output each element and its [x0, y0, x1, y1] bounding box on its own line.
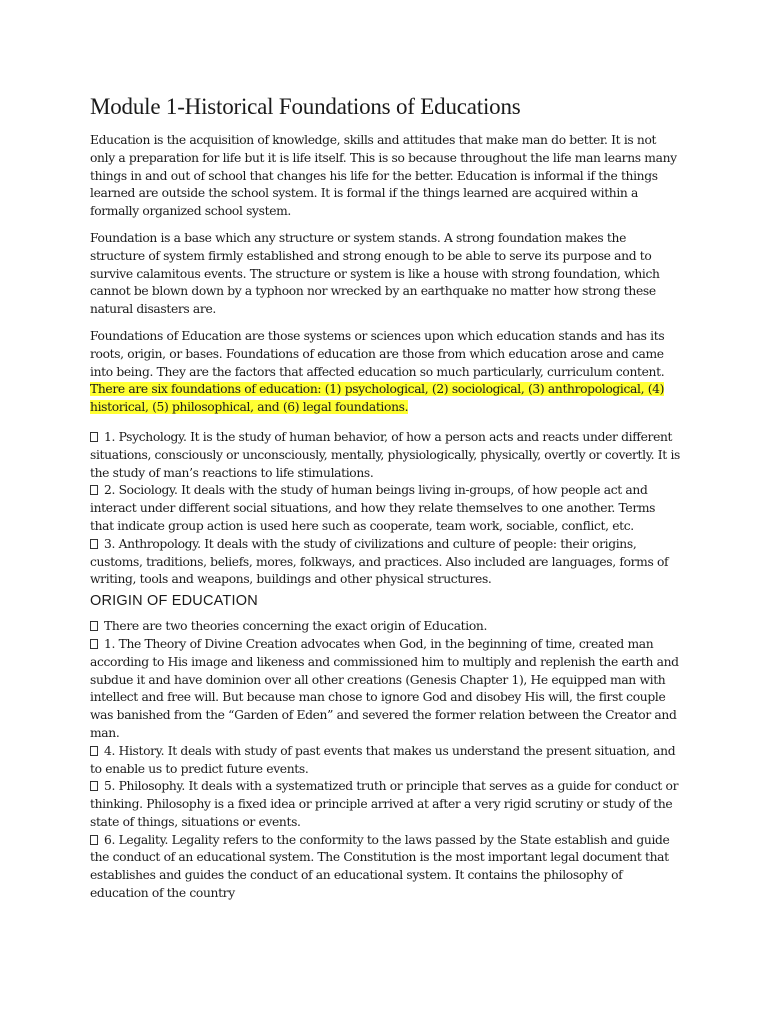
- foundations-list: [90, 429, 680, 589]
- list-item: [90, 482, 680, 535]
- list-item: [90, 636, 680, 743]
- section-heading-origin: ORIGIN OF EDUCATION: [90, 593, 258, 610]
- list-item: [90, 778, 680, 831]
- box-glyph-icon: [90, 485, 98, 495]
- list-item-text: 3. Anthropology. It deals with the study of civilizations and culture of people: their origins, customs, traditions, beliefs, mores, folkways, and practices. Also included are languages, forms of writing, tools and weapons, buildings and other physical structures.: [90, 536, 669, 587]
- list-item-text: 4. History. It deals with study of past events that makes us understand the present situation, and to enable us to predict future events.: [90, 743, 676, 776]
- list-item-text: 6. Legality. Legality refers to the conformity to the laws passed by the State establish and guide the conduct of an educational system. The Constitution is the most important legal document that establishes and guides the conduct of an educational system. It contains the philosophy of education of the country: [90, 832, 670, 901]
- list-item-text: 2. Sociology. It deals with the study of human beings living in-groups, of how people act and interact under different social situations, and how they relate themselves to one another. Terms that indicate group action is used here such as cooperate, team work, sociable, conflict, etc.: [90, 483, 656, 533]
- document-page: [90, 92, 680, 903]
- box-glyph-icon: [90, 746, 98, 756]
- box-glyph-icon: [90, 432, 98, 442]
- list-item: [90, 536, 680, 589]
- list-item-text: 5. Philosophy. It deals with a systematized truth or principle that serves as a guide for conduct or thinking. Philosophy is a fixed idea or principle arrived at after a very rigid scrutiny or study of the state of things, situations or events.: [90, 779, 679, 829]
- list-item: [90, 429, 680, 482]
- list-item-text: There are two theories concerning the exact origin of Education.: [104, 619, 488, 634]
- box-glyph-icon: [90, 639, 98, 649]
- list-item: [90, 618, 680, 636]
- paragraph-plain-text: Foundations of Education are those systems or sciences upon which education stands and has its roots, origin, or bases. Foundations of education are those from which education arose and came into being. They are the factors that affected education so much particularly, curriculum content.: [90, 328, 665, 379]
- document-title: Module 1-Historical Foundations of Educations: [90, 94, 521, 119]
- list-item-text: 1. The Theory of Divine Creation advocates when God, in the beginning of time, created man according to His image and likeness and commissioned him to multiply and replenish the earth and subdue it and have dominion over all other creations (Genesis Chapter 1), He equipped man with intellect and free will. But because man chose to ignore God and disobey His will, the first couple was banished from the “Garden of Eden” and severed the former relation between the Creator and man.: [90, 636, 679, 740]
- box-glyph-icon: [90, 539, 98, 549]
- paragraph-foundation: Foundation is a base which any structure or system stands. A strong foundation makes the structure of system firmly established and strong enough to be able to serve its purpose and to survive calamitous events. The structure or system is like a house with strong foundation, which cannot be blown down by a typhoon nor wrecked by an earthquake no matter how strong these natural disasters are.: [90, 230, 660, 317]
- box-glyph-icon: [90, 781, 98, 791]
- origin-list: [90, 618, 680, 903]
- list-item: [90, 832, 680, 903]
- box-glyph-icon: [90, 835, 98, 845]
- list-item: [90, 743, 680, 779]
- paragraph-foundations-of-education: [90, 328, 680, 417]
- highlighted-text: There are six foundations of education: (1) psychological, (2) sociological, (3) anthropological, (4) historical, (5) philosophical, and (6) legal foundations.: [90, 382, 665, 415]
- paragraph-education: Education is the acquisition of knowledge, skills and attitudes that make man do better. It is not only a preparation for life but it is life itself. This is so because throughout the life man learns many things in and out of school that changes his life for the better. Education is informal if the things learned are outside the school system. It is formal if the things learned are acquired within a formally organized school system.: [90, 133, 677, 219]
- box-glyph-icon: [90, 621, 98, 631]
- list-item-text: 1. Psychology. It is the study of human behavior, of how a person acts and reacts under different situations, consciously or unconsciously, mentally, physiologically, physically, overtly or covertly. It is the study of man’s reactions to life stimulations.: [90, 429, 680, 480]
